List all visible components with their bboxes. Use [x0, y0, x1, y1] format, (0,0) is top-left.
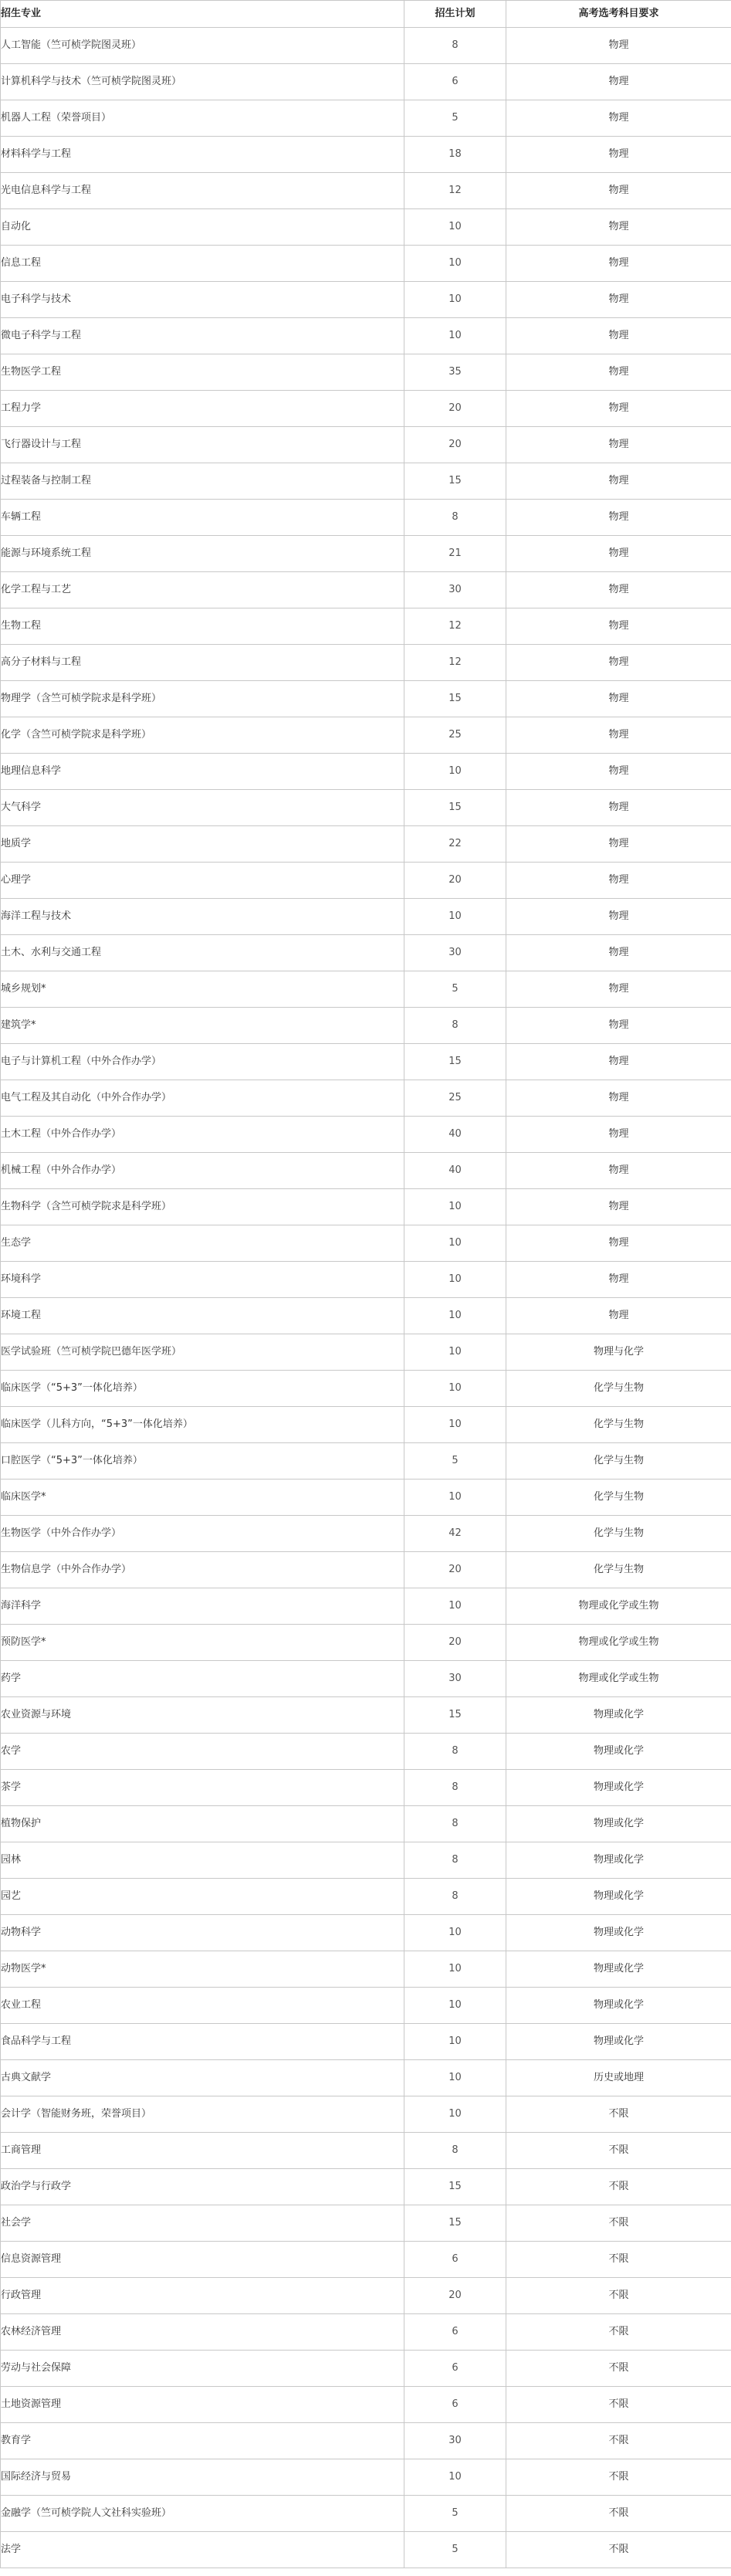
requirement-cell: 历史或地理 [506, 2060, 731, 2096]
requirement-cell: 物理 [506, 1044, 731, 1080]
table-row [1, 282, 731, 318]
table-row [1, 1117, 731, 1153]
major-cell: 材料科学与工程 [1, 137, 404, 173]
requirement-cell: 物理 [506, 717, 731, 754]
requirement-cell: 物理 [506, 137, 731, 173]
table-row [1, 1225, 731, 1262]
plan-cell: 10 [404, 1915, 506, 1951]
table-row [1, 645, 731, 681]
requirement-cell: 化学与生物 [506, 1443, 731, 1480]
requirement-cell: 物理 [506, 427, 731, 463]
plan-cell: 21 [404, 536, 506, 572]
plan-cell: 10 [404, 318, 506, 354]
plan-cell: 20 [404, 391, 506, 427]
table-row [1, 790, 731, 826]
requirement-cell: 物理 [506, 681, 731, 717]
requirement-cell: 不限 [506, 2387, 731, 2423]
major-cell: 生物医学（中外合作办学） [1, 1516, 404, 1552]
plan-cell: 6 [404, 2351, 506, 2387]
requirement-cell: 不限 [506, 2278, 731, 2314]
header-plan: 招生计划 [404, 1, 506, 28]
plan-cell: 22 [404, 826, 506, 863]
table-header [1, 1, 731, 28]
major-cell: 信息资源管理 [1, 2242, 404, 2278]
major-cell: 生物医学工程 [1, 354, 404, 391]
plan-cell: 6 [404, 64, 506, 100]
table-row [1, 572, 731, 608]
table-row [1, 1480, 731, 1516]
plan-cell: 10 [404, 2060, 506, 2096]
table-row [1, 246, 731, 282]
major-cell: 食品科学与工程 [1, 2024, 404, 2060]
plan-cell: 10 [404, 1588, 506, 1625]
table-row [1, 681, 731, 717]
header-requirement: 高考选考科目要求 [506, 1, 731, 28]
table-row [1, 2278, 731, 2314]
plan-cell: 10 [404, 754, 506, 790]
requirement-cell: 不限 [506, 2351, 731, 2387]
table-row [1, 826, 731, 863]
major-cell: 茶学 [1, 1770, 404, 1806]
plan-cell: 10 [404, 2096, 506, 2133]
major-cell: 人工智能（竺可桢学院图灵班） [1, 28, 404, 64]
plan-cell: 10 [404, 2024, 506, 2060]
table-row [1, 1080, 731, 1117]
major-cell: 海洋科学 [1, 1588, 404, 1625]
requirement-cell: 物理或化学或生物 [506, 1625, 731, 1661]
requirement-cell: 物理 [506, 645, 731, 681]
plan-cell: 30 [404, 572, 506, 608]
plan-cell: 15 [404, 1044, 506, 1080]
table-row [1, 1153, 731, 1189]
requirement-cell: 物理或化学或生物 [506, 1588, 731, 1625]
major-cell: 建筑学* [1, 1008, 404, 1044]
plan-cell: 15 [404, 790, 506, 826]
table-body [1, 28, 731, 2568]
requirement-cell: 物理 [506, 1189, 731, 1225]
table-row [1, 427, 731, 463]
requirement-cell: 不限 [506, 2242, 731, 2278]
major-cell: 医学试验班（竺可桢学院巴德年医学班） [1, 1334, 404, 1371]
requirement-cell: 物理或化学 [506, 1842, 731, 1879]
requirement-cell: 物理 [506, 246, 731, 282]
major-cell: 农业资源与环境 [1, 1697, 404, 1734]
plan-cell: 6 [404, 2314, 506, 2351]
requirement-cell: 不限 [506, 2133, 731, 2169]
major-cell: 土木工程（中外合作办学） [1, 1117, 404, 1153]
major-cell: 工程力学 [1, 391, 404, 427]
requirement-cell: 物理 [506, 754, 731, 790]
major-cell: 劳动与社会保障 [1, 2351, 404, 2387]
plan-cell: 8 [404, 1770, 506, 1806]
table-row [1, 28, 731, 64]
plan-cell: 10 [404, 1407, 506, 1443]
requirement-cell: 物理 [506, 500, 731, 536]
plan-cell: 20 [404, 863, 506, 899]
table-row [1, 971, 731, 1008]
requirement-cell: 不限 [506, 2532, 731, 2568]
requirement-cell: 物理 [506, 572, 731, 608]
major-cell: 化学（含竺可桢学院求是科学班） [1, 717, 404, 754]
table-row [1, 1734, 731, 1770]
major-cell: 电子与计算机工程（中外合作办学） [1, 1044, 404, 1080]
plan-cell: 8 [404, 500, 506, 536]
requirement-cell: 物理 [506, 863, 731, 899]
major-cell: 信息工程 [1, 246, 404, 282]
plan-cell: 40 [404, 1117, 506, 1153]
table-row [1, 1988, 731, 2024]
major-cell: 会计学（智能财务班，荣誉项目） [1, 2096, 404, 2133]
table-row [1, 754, 731, 790]
table-row [1, 1334, 731, 1371]
requirement-cell: 物理或化学 [506, 1734, 731, 1770]
major-cell: 农林经济管理 [1, 2314, 404, 2351]
requirement-cell: 物理与化学 [506, 1334, 731, 1371]
plan-cell: 5 [404, 1443, 506, 1480]
table-row [1, 1915, 731, 1951]
major-cell: 过程装备与控制工程 [1, 463, 404, 500]
requirement-cell: 物理 [506, 100, 731, 137]
table-row [1, 1697, 731, 1734]
requirement-cell: 物理 [506, 1225, 731, 1262]
major-cell: 地质学 [1, 826, 404, 863]
major-cell: 物理学（含竺可桢学院求是科学班） [1, 681, 404, 717]
requirement-cell: 不限 [506, 2096, 731, 2133]
table-row [1, 2205, 731, 2242]
requirement-cell: 物理 [506, 209, 731, 246]
major-cell: 口腔医学（“5+3”一体化培养） [1, 1443, 404, 1480]
plan-cell: 8 [404, 1008, 506, 1044]
major-cell: 车辆工程 [1, 500, 404, 536]
plan-cell: 30 [404, 1661, 506, 1697]
major-cell: 药学 [1, 1661, 404, 1697]
table-row [1, 1806, 731, 1842]
table-row [1, 1443, 731, 1480]
major-cell: 预防医学* [1, 1625, 404, 1661]
major-cell: 地理信息科学 [1, 754, 404, 790]
plan-cell: 8 [404, 1734, 506, 1770]
plan-cell: 30 [404, 935, 506, 971]
requirement-cell: 物理或化学或生物 [506, 1661, 731, 1697]
major-cell: 农业工程 [1, 1988, 404, 2024]
plan-cell: 5 [404, 2496, 506, 2532]
plan-cell: 15 [404, 1697, 506, 1734]
major-cell: 动物科学 [1, 1915, 404, 1951]
requirement-cell: 物理或化学 [506, 1879, 731, 1915]
table-row [1, 2459, 731, 2496]
major-cell: 国际经济与贸易 [1, 2459, 404, 2496]
plan-cell: 15 [404, 681, 506, 717]
requirement-cell: 物理 [506, 1080, 731, 1117]
major-cell: 工商管理 [1, 2133, 404, 2169]
plan-cell: 10 [404, 1988, 506, 2024]
table-row [1, 2133, 731, 2169]
table-row [1, 1842, 731, 1879]
requirement-cell: 物理或化学 [506, 1988, 731, 2024]
major-cell: 环境工程 [1, 1298, 404, 1334]
major-cell: 化学工程与工艺 [1, 572, 404, 608]
table-row [1, 1661, 731, 1697]
requirement-cell: 物理 [506, 935, 731, 971]
requirement-cell: 物理 [506, 318, 731, 354]
table-row [1, 863, 731, 899]
requirement-cell: 物理 [506, 354, 731, 391]
requirement-cell: 物理 [506, 971, 731, 1008]
requirement-cell: 物理 [506, 790, 731, 826]
table-row [1, 463, 731, 500]
major-cell: 行政管理 [1, 2278, 404, 2314]
table-row [1, 137, 731, 173]
requirement-cell: 物理 [506, 391, 731, 427]
plan-cell: 10 [404, 282, 506, 318]
major-cell: 土木、水利与交通工程 [1, 935, 404, 971]
table-row [1, 2024, 731, 2060]
major-cell: 生物科学（含竺可桢学院求是科学班） [1, 1189, 404, 1225]
requirement-cell: 物理 [506, 1117, 731, 1153]
table-row [1, 1879, 731, 1915]
major-cell: 电子科学与技术 [1, 282, 404, 318]
requirement-cell: 物理或化学 [506, 1806, 731, 1842]
plan-cell: 5 [404, 100, 506, 137]
table-row [1, 1371, 731, 1407]
table-row [1, 2387, 731, 2423]
table-row [1, 1407, 731, 1443]
table-row [1, 2314, 731, 2351]
major-cell: 社会学 [1, 2205, 404, 2242]
plan-cell: 10 [404, 899, 506, 935]
requirement-cell: 物理 [506, 173, 731, 209]
plan-cell: 18 [404, 137, 506, 173]
requirement-cell: 化学与生物 [506, 1552, 731, 1588]
table-row [1, 717, 731, 754]
major-cell: 园林 [1, 1842, 404, 1879]
requirement-cell: 物理 [506, 1153, 731, 1189]
header-major: 招生专业 [1, 1, 404, 28]
requirement-cell: 物理或化学 [506, 1697, 731, 1734]
requirement-cell: 物理 [506, 536, 731, 572]
table-row [1, 2351, 731, 2387]
plan-cell: 10 [404, 2459, 506, 2496]
major-cell: 机械工程（中外合作办学） [1, 1153, 404, 1189]
requirement-cell: 不限 [506, 2496, 731, 2532]
major-cell: 微电子科学与工程 [1, 318, 404, 354]
major-cell: 教育学 [1, 2423, 404, 2459]
table-row [1, 1516, 731, 1552]
requirement-cell: 物理 [506, 608, 731, 645]
table-row [1, 1298, 731, 1334]
requirement-cell: 不限 [506, 2314, 731, 2351]
requirement-cell: 物理或化学 [506, 1951, 731, 1988]
table-row [1, 935, 731, 971]
requirement-cell: 物理 [506, 899, 731, 935]
requirement-cell: 化学与生物 [506, 1407, 731, 1443]
table-row [1, 2060, 731, 2096]
major-cell: 临床医学（“5+3”一体化培养） [1, 1371, 404, 1407]
major-cell: 生态学 [1, 1225, 404, 1262]
requirement-cell: 物理 [506, 463, 731, 500]
plan-cell: 25 [404, 717, 506, 754]
table-row [1, 899, 731, 935]
table-row [1, 1625, 731, 1661]
major-cell: 心理学 [1, 863, 404, 899]
table-row [1, 391, 731, 427]
plan-cell: 10 [404, 209, 506, 246]
table-row [1, 2169, 731, 2205]
plan-cell: 12 [404, 645, 506, 681]
requirement-cell: 物理 [506, 826, 731, 863]
plan-cell: 10 [404, 1334, 506, 1371]
requirement-cell: 不限 [506, 2205, 731, 2242]
table-row [1, 608, 731, 645]
plan-cell: 8 [404, 2133, 506, 2169]
plan-cell: 12 [404, 608, 506, 645]
table-row [1, 2242, 731, 2278]
table-row [1, 1552, 731, 1588]
requirement-cell: 物理 [506, 64, 731, 100]
plan-cell: 6 [404, 2387, 506, 2423]
major-cell: 计算机科学与技术（竺可桢学院图灵班） [1, 64, 404, 100]
table-row [1, 1044, 731, 1080]
major-cell: 能源与环境系统工程 [1, 536, 404, 572]
plan-cell: 20 [404, 1552, 506, 1588]
plan-cell: 20 [404, 2278, 506, 2314]
plan-cell: 30 [404, 2423, 506, 2459]
major-cell: 政治学与行政学 [1, 2169, 404, 2205]
plan-cell: 10 [404, 1480, 506, 1516]
major-cell: 自动化 [1, 209, 404, 246]
table-row [1, 2532, 731, 2568]
table-row [1, 1770, 731, 1806]
major-cell: 高分子材料与工程 [1, 645, 404, 681]
plan-cell: 15 [404, 463, 506, 500]
plan-cell: 8 [404, 28, 506, 64]
table-row [1, 100, 731, 137]
plan-cell: 10 [404, 246, 506, 282]
table-row [1, 64, 731, 100]
requirement-cell: 物理 [506, 1298, 731, 1334]
plan-cell: 8 [404, 1879, 506, 1915]
major-cell: 园艺 [1, 1879, 404, 1915]
major-cell: 生物工程 [1, 608, 404, 645]
plan-cell: 40 [404, 1153, 506, 1189]
major-cell: 飞行器设计与工程 [1, 427, 404, 463]
plan-cell: 15 [404, 2205, 506, 2242]
major-cell: 金融学（竺可桢学院人文社科实验班） [1, 2496, 404, 2532]
plan-cell: 12 [404, 173, 506, 209]
table-row [1, 2496, 731, 2532]
table-row [1, 1951, 731, 1988]
requirement-cell: 化学与生物 [506, 1480, 731, 1516]
plan-cell: 20 [404, 1625, 506, 1661]
major-cell: 古典文献学 [1, 2060, 404, 2096]
plan-cell: 8 [404, 1842, 506, 1879]
plan-cell: 10 [404, 1298, 506, 1334]
plan-cell: 15 [404, 2169, 506, 2205]
major-cell: 城乡规划* [1, 971, 404, 1008]
major-cell: 海洋工程与技术 [1, 899, 404, 935]
table-row [1, 536, 731, 572]
table-row [1, 209, 731, 246]
requirement-cell: 物理 [506, 28, 731, 64]
header-row [1, 1, 731, 28]
table-row [1, 318, 731, 354]
requirement-cell: 化学与生物 [506, 1371, 731, 1407]
table-row [1, 1588, 731, 1625]
requirement-cell: 物理 [506, 282, 731, 318]
major-cell: 环境科学 [1, 1262, 404, 1298]
major-cell: 动物医学* [1, 1951, 404, 1988]
major-cell: 临床医学（儿科方向，“5+3”一体化培养） [1, 1407, 404, 1443]
major-cell: 农学 [1, 1734, 404, 1770]
table-row [1, 500, 731, 536]
major-cell: 光电信息科学与工程 [1, 173, 404, 209]
requirement-cell: 物理 [506, 1008, 731, 1044]
plan-cell: 20 [404, 427, 506, 463]
table-row [1, 354, 731, 391]
plan-cell: 5 [404, 2532, 506, 2568]
table-row [1, 173, 731, 209]
plan-cell: 5 [404, 971, 506, 1008]
table-row [1, 2423, 731, 2459]
plan-cell: 42 [404, 1516, 506, 1552]
table-row [1, 2096, 731, 2133]
requirement-cell: 物理或化学 [506, 2024, 731, 2060]
plan-cell: 10 [404, 1189, 506, 1225]
major-cell: 生物信息学（中外合作办学） [1, 1552, 404, 1588]
requirement-cell: 不限 [506, 2169, 731, 2205]
plan-cell: 25 [404, 1080, 506, 1117]
requirement-cell: 不限 [506, 2459, 731, 2496]
plan-cell: 10 [404, 1225, 506, 1262]
table-row [1, 1008, 731, 1044]
requirement-cell: 物理或化学 [506, 1770, 731, 1806]
plan-cell: 35 [404, 354, 506, 391]
requirement-cell: 不限 [506, 2423, 731, 2459]
requirement-cell: 化学与生物 [506, 1516, 731, 1552]
plan-cell: 8 [404, 1806, 506, 1842]
major-cell: 大气科学 [1, 790, 404, 826]
table-row [1, 1262, 731, 1298]
major-cell: 植物保护 [1, 1806, 404, 1842]
requirement-cell: 物理或化学 [506, 1915, 731, 1951]
plan-cell: 6 [404, 2242, 506, 2278]
major-cell: 机器人工程（荣誉项目） [1, 100, 404, 137]
major-cell: 土地资源管理 [1, 2387, 404, 2423]
plan-cell: 10 [404, 1262, 506, 1298]
major-cell: 电气工程及其自动化（中外合作办学） [1, 1080, 404, 1117]
plan-cell: 10 [404, 1951, 506, 1988]
requirement-cell: 物理 [506, 1262, 731, 1298]
table-row [1, 1189, 731, 1225]
plan-cell: 10 [404, 1371, 506, 1407]
major-cell: 临床医学* [1, 1480, 404, 1516]
major-cell: 法学 [1, 2532, 404, 2568]
